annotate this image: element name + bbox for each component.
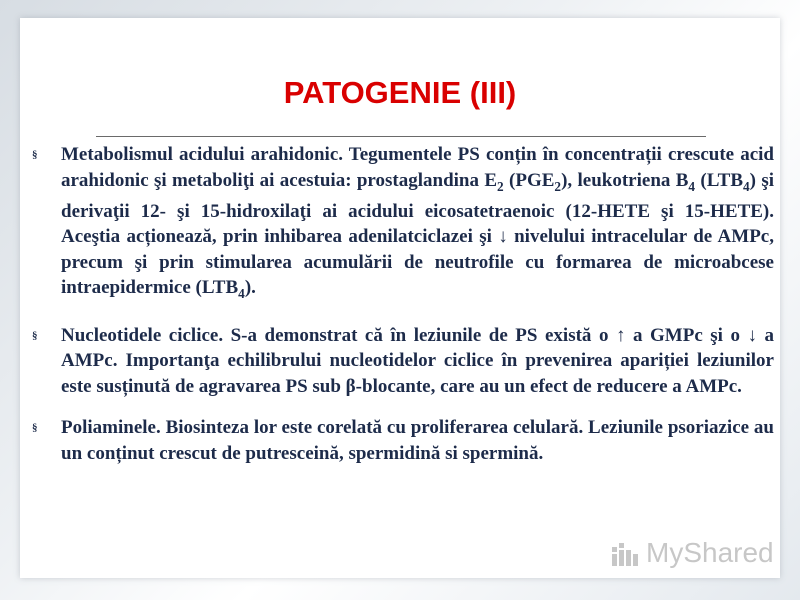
paragraph-text: ), leukotriena B xyxy=(561,169,689,191)
bullet-paragraph xyxy=(28,415,774,466)
watermark-text: MyShared xyxy=(646,537,774,568)
paragraph-text: Metabolismul acidului arahidonic. Tegumentele PS conțin în concentrații crescute acid arahidonic şi metaboliţi ai acestuia: prostaglandina E xyxy=(61,144,774,191)
paragraph-text: (PGE xyxy=(503,169,555,191)
myshared-watermark xyxy=(610,535,774,575)
slide-title: PATOGENIE (III) xyxy=(283,75,517,110)
bullet-marker-icon: § xyxy=(32,149,38,161)
paragraph-text: (LTB xyxy=(695,169,744,191)
paragraph-text: ) şi derivaţii 12- şi 15-hidroxilaţi ai acidului eicosatetraenoic (12-HETE şi 15-HETE). Aceştia acționează, prin inhibarea adenilatciclazei şi ↓ nivelului intracelular de AMPc, precum şi prin stimularea acumulării de neutrofile cu formarea de microabcese intraepidermice (LTB xyxy=(61,169,775,299)
paragraph-text: Poliaminele. Biosinteza lor este corelată cu proliferarea celulară. Leziunile psoriazice au un conținut crescut de putresceină, spermidină si spermină. xyxy=(61,417,774,464)
bullet-paragraph xyxy=(28,323,774,400)
myshared-logo-icon xyxy=(610,539,640,569)
subscript-text: 4 xyxy=(743,178,750,194)
bullet-marker-icon: § xyxy=(32,329,38,342)
paragraph-text: Nucleotidele ciclice. S-a demonstrat că în leziunile de PS există o ↑ a GMPc şi o ↓ a AMPc. Importanţa echilibrului nucleotidelor ciclice în prevenirea apariției leziunilor este susținută de agravarea PS sub β-blocante, care au un efect de reducere a AMPc. xyxy=(61,324,774,397)
bullet-paragraph xyxy=(28,142,774,307)
subscript-text: 4 xyxy=(238,286,245,302)
title-divider xyxy=(96,136,706,137)
subscript-text: 2 xyxy=(554,178,562,194)
subscript-text: 4 xyxy=(688,178,696,194)
paragraph-text: ). xyxy=(244,277,256,299)
bullet-marker-icon: § xyxy=(32,422,38,435)
bullet-list xyxy=(28,142,774,482)
subscript-text: 2 xyxy=(497,178,504,194)
